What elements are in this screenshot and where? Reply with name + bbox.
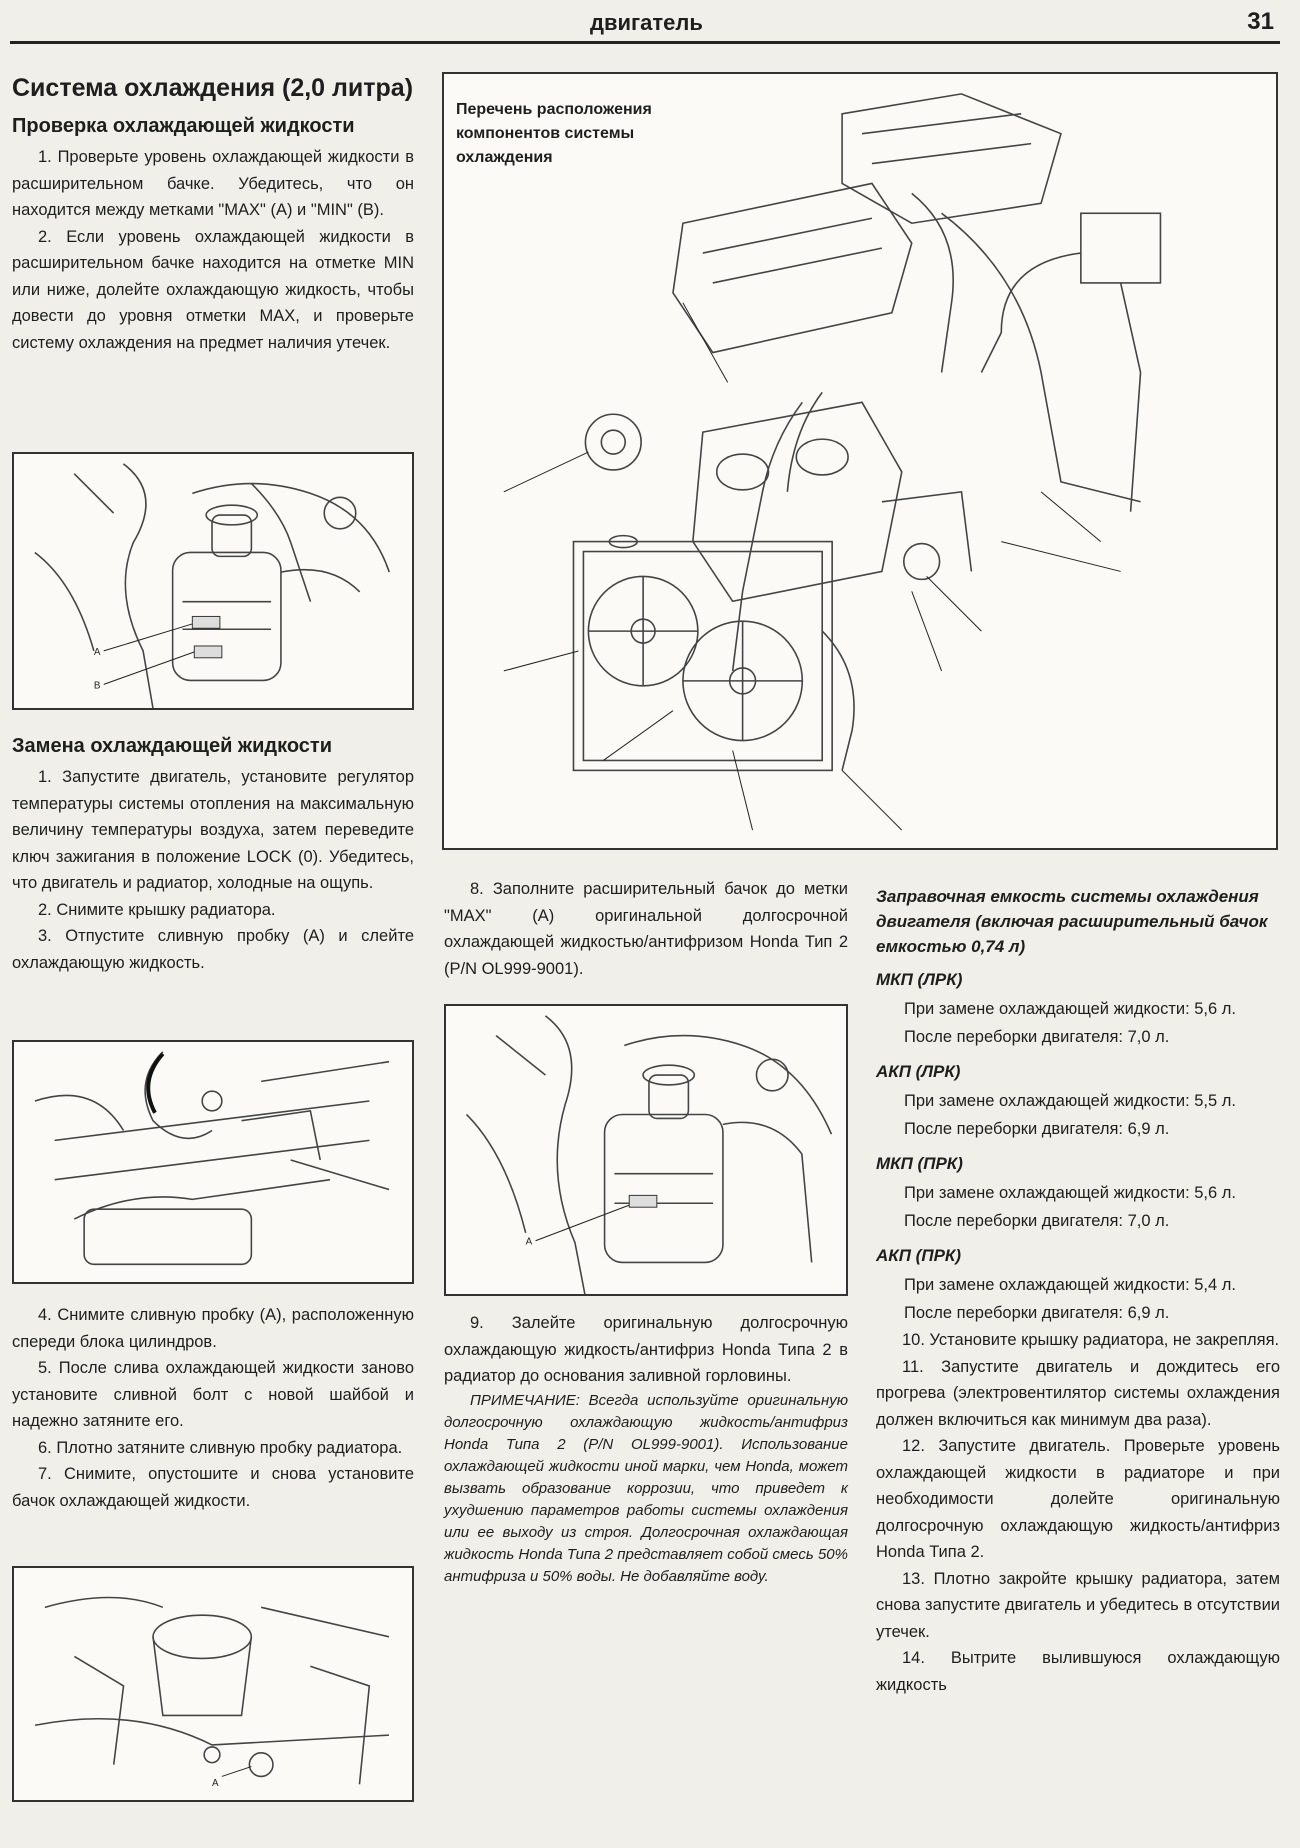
spec-group: [876, 967, 1280, 1051]
spec-heading: МКП (ЛРК): [876, 970, 963, 989]
step-14: 14. Вытрите вылившуюся охлаждающую жидкость: [876, 1649, 1280, 1694]
block-drain-drawing: [14, 1568, 412, 1800]
spec-group: [876, 1243, 1280, 1327]
figure-radiator-drain: [12, 1040, 414, 1284]
replace-heading: Замена охлаждающей жидкости: [12, 735, 333, 757]
capacity-title: Заправочная емкость системы охлаждения двигателя (включая расширительный бачок емкостью 0,74 л): [876, 887, 1268, 956]
figure-cooling-components: [442, 72, 1278, 850]
column-2-bottom: [444, 1310, 848, 1588]
spec-line: При замене охлаждающей жидкости: 5,6 л.: [904, 1184, 1236, 1202]
page-number: 31: [1247, 8, 1274, 35]
replace-step-1: 1. Запустите двигатель, установите регулятор температуры системы отопления на максимальную величину температуры воздуха, затем переведите ключ зажигания в положение LOCK (0). Убедитесь, что двигатель и радиатор, холодные на ощупь.: [12, 768, 414, 892]
step-12: 12. Запустите двигатель. Проверьте уровень охлаждающей жидкости в радиаторе и при необходимости долейте оригинальную долгосрочную охлаждающую жидкость/антифриз Honda Типа 2.: [876, 1437, 1280, 1561]
spec-line: При замене охлаждающей жидкости: 5,5 л.: [904, 1092, 1236, 1110]
spec-group: [876, 1059, 1280, 1143]
replace-step-2: 2. Снимите крышку радиатора.: [38, 900, 276, 919]
radiator-drain-drawing: [14, 1042, 412, 1282]
expansion-tank-drawing: [14, 454, 412, 708]
spec-line: При замене охлаждающей жидкости: 5,6 л.: [904, 1000, 1236, 1018]
step-10: 10. Установите крышку радиатора, не закрепляя.: [902, 1331, 1280, 1349]
spec-heading: АКП (ПРК): [876, 1246, 962, 1265]
column-3: [876, 884, 1280, 1698]
spec-line: При замене охлаждающей жидкости: 5,4 л.: [904, 1276, 1236, 1294]
page-header: [10, 0, 1280, 44]
figure-block-drain: [12, 1566, 414, 1802]
spec-group: [876, 1151, 1280, 1235]
column-2-top: [444, 876, 848, 982]
note-text: Всегда используйте оригинальную долгосрочную охлаждающую жидкость/антифриз Honda Типа 2 (P/N OL999-9001). Использование охлаждающей жидкости иной марки, чем Honda, может вызвать образование коррозии, что приведет к ухудшению параметров работы системы охлаждения или ее выходу из строя. Долгосрочная охлаждающая жидкость Honda Типа 2 представляет собой смесь 50% антифриза и 50% воды. Не добавляйте воду.: [444, 1391, 848, 1585]
spec-line: После переборки двигателя: 7,0 л.: [904, 1212, 1170, 1230]
spec-line: После переборки двигателя: 7,0 л.: [904, 1028, 1170, 1046]
step-7: 7. Снимите, опустошите и снова установите бачок охлаждающей жидкости.: [12, 1465, 414, 1510]
section-title: Система охлаждения (2,0 литра): [12, 74, 414, 102]
cooling-system-drawing: [444, 74, 1276, 848]
step-5: 5. После слива охлаждающей жидкости заново установите сливной болт с новой шайбой и надежно затяните его.: [12, 1359, 414, 1430]
label-a: A: [212, 1778, 219, 1790]
step-6: 6. Плотно затяните сливную пробку радиатора.: [38, 1438, 403, 1457]
label-a: A: [525, 1236, 533, 1248]
column-1-bottom: [12, 1302, 414, 1514]
spec-heading: МКП (ПРК): [876, 1154, 963, 1173]
expansion-tank-fill-drawing: [446, 1006, 846, 1294]
spec-line: После переборки двигателя: 6,9 л.: [904, 1304, 1170, 1322]
figure-title: Перечень расположения компонентов системы охлаждения: [456, 101, 652, 166]
spec-line: После переборки двигателя: 6,9 л.: [904, 1120, 1170, 1138]
figure-expansion-tank-fill: [444, 1004, 848, 1296]
step-4: 4. Снимите сливную пробку (A), расположенную спереди блока цилиндров.: [12, 1306, 414, 1351]
label-a: A: [93, 646, 101, 658]
note-block: [444, 1390, 848, 1588]
step-9: 9. Залейте оригинальную долгосрочную охлаждающую жидкость/антифриз Honda Типа 2 в радиатор до основания заливной горловины.: [444, 1314, 848, 1385]
figure-expansion-tank: [12, 452, 414, 710]
step-11: 11. Запустите двигатель и дождитесь его прогрева (электровентилятор системы охлаждения должен включиться как минимум два раза).: [876, 1357, 1280, 1429]
step-13: 13. Плотно закройте крышку радиатора, затем снова запустите двигатель и убедитесь в отсутствии утечек.: [876, 1569, 1280, 1641]
check-step-2: 2. Если уровень охлаждающей жидкости в расширительном бачке находится на отметке MIN или ниже, долейте охлаждающую жидкость, чтобы довести до уровня отметки MAX, и проверьте систему охлаждения на предмет наличия утечек.: [12, 227, 414, 352]
spec-heading: АКП (ЛРК): [876, 1062, 961, 1081]
step-8: 8. Заполните расширительный бачок до метки "MAX" (A) оригинальной долгосрочной охлаждающей жидкостью/антифризом Honda Тип 2 (P/N OL999-9001).: [444, 880, 848, 978]
check-heading: Проверка охлаждающей жидкости: [12, 115, 355, 137]
note-lead: ПРИМЕЧАНИЕ:: [470, 1391, 580, 1409]
label-b: B: [93, 680, 101, 692]
running-title: двигатель: [590, 10, 703, 35]
check-step-1: 1. Проверьте уровень охлаждающей жидкости в расширительном бачке. Убедитесь, что он находится между метками "MAX" (A) и "MIN" (B).: [12, 148, 414, 219]
column-1-middle: [12, 732, 414, 976]
replace-step-3: 3. Отпустите сливную пробку (A) и слейте охлаждающую жидкость.: [12, 927, 414, 972]
column-1-top: [12, 72, 414, 356]
